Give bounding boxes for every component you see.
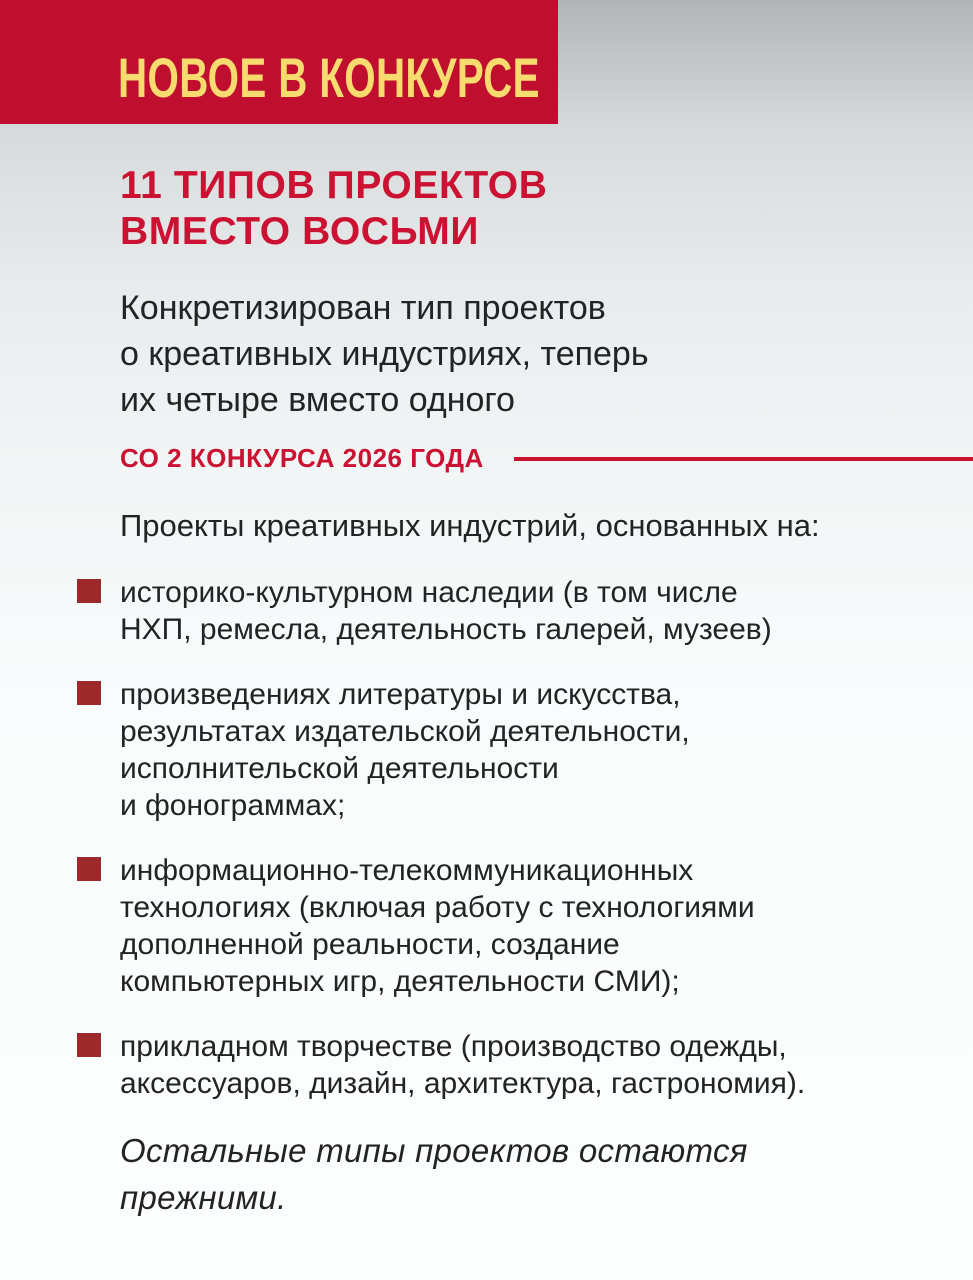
footnote [120, 1127, 913, 1221]
text-line: и фонограммах; [120, 789, 346, 822]
title-line: 11 ТИПОВ ПРОЕКТОВ [120, 164, 548, 207]
text-line: прикладном творчестве (производство одежды, [120, 1030, 787, 1063]
text-line: НХП, ремесла, деятельность галерей, музеев) [120, 613, 772, 646]
list-item [120, 1028, 913, 1102]
text-line: информационно-телекоммуникационных [120, 854, 694, 887]
bullet-square-icon [77, 579, 101, 603]
divider-line [514, 457, 973, 461]
content [0, 163, 973, 1221]
lead-paragraph [120, 285, 913, 423]
list-item [120, 574, 913, 648]
banner [0, 0, 558, 124]
text-line: прежними. [120, 1179, 287, 1216]
text-line: компьютерных игр, деятельности СМИ); [120, 965, 680, 998]
page-title [120, 163, 913, 255]
bullet-square-icon [77, 1033, 101, 1057]
bullet-square-icon [77, 681, 101, 705]
text-line: исполнительской деятельности [120, 752, 559, 785]
list-item [120, 676, 913, 824]
text-line: произведениях литературы и искусства, [120, 678, 681, 711]
text-line: о креативных индустриях, теперь [120, 335, 649, 373]
text-line: их четыре вместо одного [120, 381, 515, 419]
bullet-list [0, 574, 973, 1102]
list-intro: Проекты креативных индустрий, основанных на: [120, 508, 820, 543]
text-line: результатах издательской деятельности, [120, 715, 690, 748]
since-row [120, 443, 973, 474]
banner-title: НОВОЕ В КОНКУРСЕ [118, 45, 540, 109]
text-line: аксессуаров, дизайн, архитектура, гастрономия). [120, 1067, 806, 1100]
text-line: Конкретизирован тип проектов [120, 289, 606, 327]
bullet-square-icon [77, 857, 101, 881]
text-line: Остальные типы проектов остаются [120, 1132, 748, 1169]
since-label: СО 2 КОНКУРСА 2026 ГОДА [120, 443, 484, 473]
title-line: ВМЕСТО ВОСЬМИ [120, 210, 479, 253]
list-item [120, 852, 913, 1000]
text-line: технологиях (включая работу с технологиями [120, 891, 755, 924]
text-line: дополненной реальности, создание [120, 928, 620, 961]
text-line: историко-культурном наследии (в том числе [120, 576, 738, 609]
